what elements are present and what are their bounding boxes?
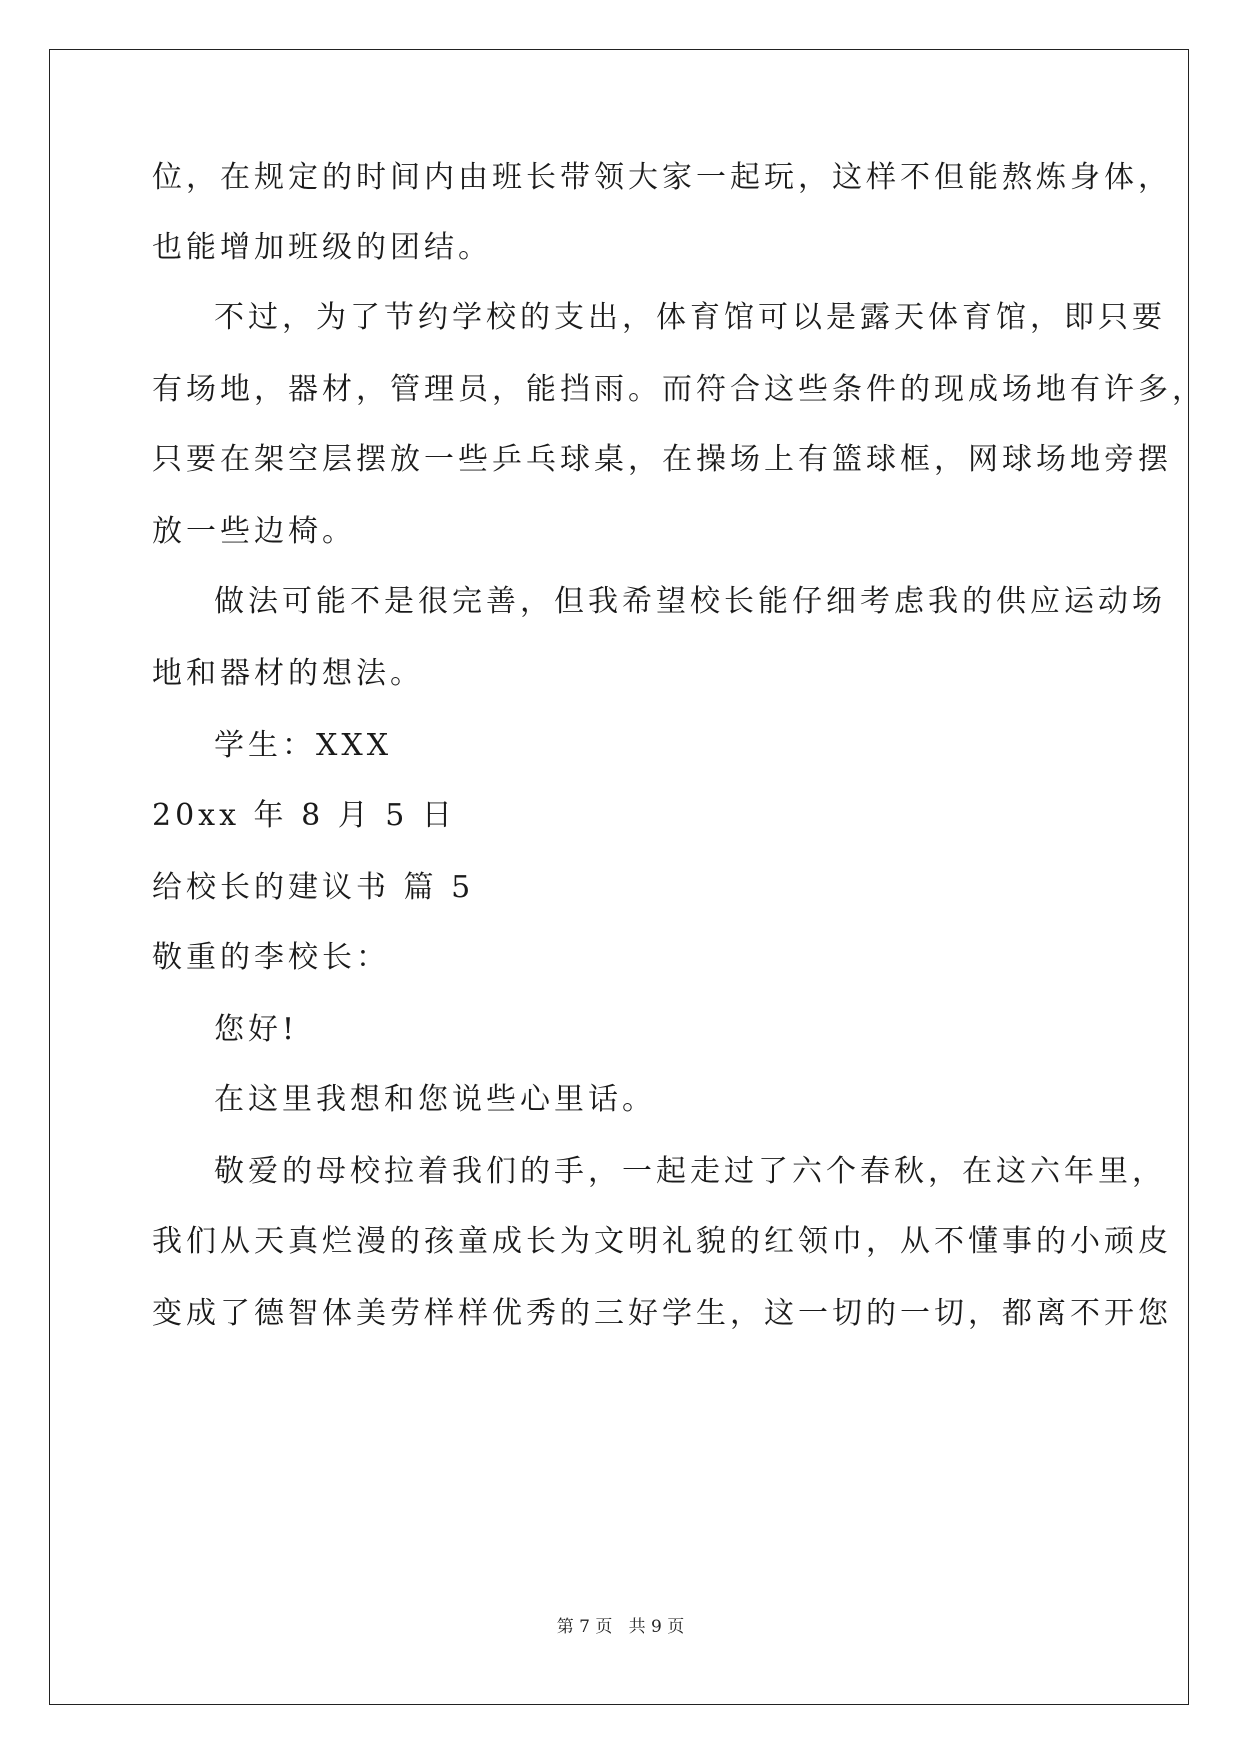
text-line: 放一些边椅。 [152, 514, 356, 549]
salutation: 敬重的李校长： [152, 940, 390, 975]
date-line: 20xx 年 8 月 5 日 [152, 798, 456, 833]
page-number: 第 7 页 共 9 页 [556, 1617, 685, 1637]
text-line: 不过，为了节约学校的支出，体育馆可以是露天体育馆，即只要 [214, 300, 1166, 335]
text-line: 也能增加班级的团结。 [152, 230, 492, 265]
text-line: 变成了德智体美劳样样优秀的三好学生，这一切的一切，都离不开您 [152, 1296, 1172, 1331]
text-line: 有场地，器材，管理员，能挡雨。而符合这些条件的现成场地有许多， [152, 372, 1206, 407]
text-line: 我们从天真烂漫的孩童成长为文明礼貌的红领巾，从不懂事的小顽皮 [152, 1224, 1172, 1259]
signature-line: 学生：XXX [214, 728, 393, 763]
section-heading: 给校长的建议书 篇 5 [152, 870, 475, 905]
text-line: 做法可能不是很完善，但我希望校长能仔细考虑我的供应运动场 [214, 584, 1166, 619]
text-line: 地和器材的想法。 [152, 656, 424, 691]
text-line: 只要在架空层摆放一些乒乓球桌，在操场上有篮球框，网球场地旁摆 [152, 442, 1172, 477]
text-line: 位，在规定的时间内由班长带领大家一起玩，这样不但能熬炼身体， [152, 160, 1172, 195]
greeting: 您好! [214, 1012, 299, 1047]
text-line: 敬爱的母校拉着我们的手，一起走过了六个春秋，在这六年里， [214, 1154, 1166, 1189]
text-line: 在这里我想和您说些心里话。 [214, 1082, 656, 1117]
